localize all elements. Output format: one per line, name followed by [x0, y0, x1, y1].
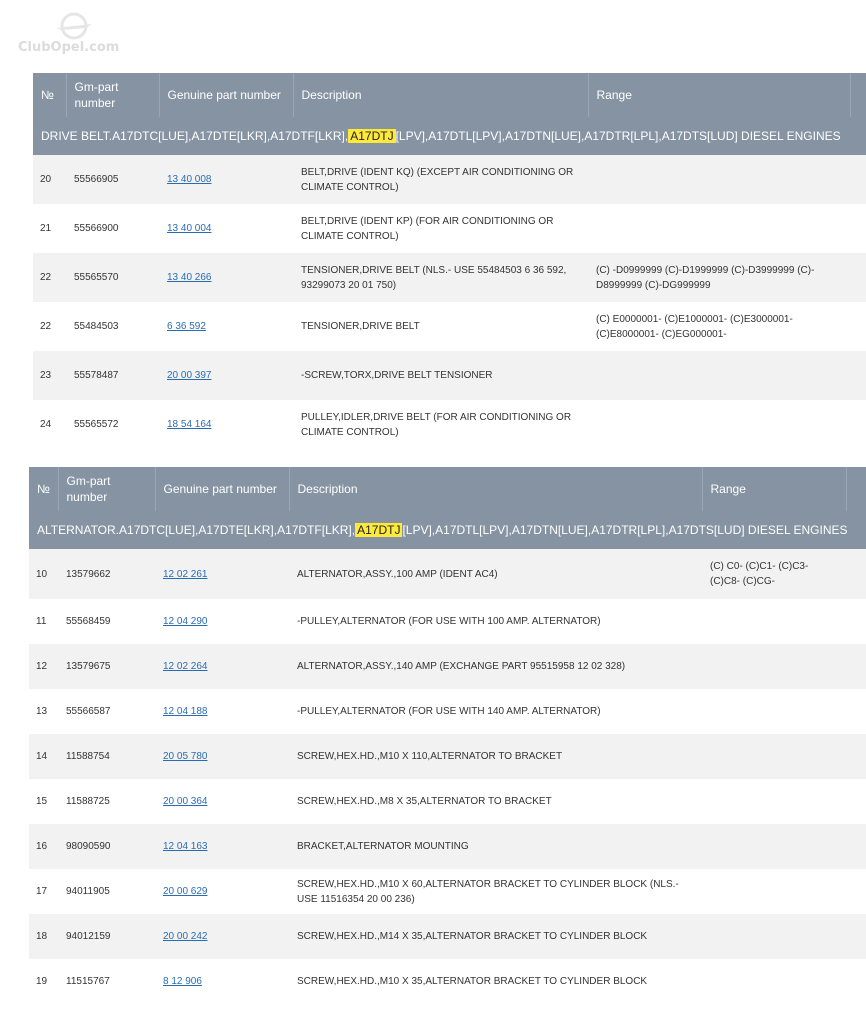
header-spacer [850, 73, 866, 117]
part-description: TENSIONER,DRIVE BELT [293, 302, 588, 351]
row-number: 10 [29, 549, 58, 599]
gm-part-number: 13579662 [58, 549, 155, 599]
table-row [33, 351, 866, 400]
table-row [29, 549, 866, 599]
section-row [33, 117, 866, 155]
row-number: 24 [33, 400, 66, 449]
gm-part-number: 55568459 [58, 599, 155, 644]
header-gm-part: Gm-part number [58, 467, 155, 511]
row-spacer [850, 351, 866, 400]
genuine-part-cell [155, 824, 289, 869]
genuine-part-link[interactable]: 12 04 290 [163, 616, 208, 627]
row-spacer [846, 959, 866, 1004]
genuine-part-cell [155, 549, 289, 599]
part-description: SCREW,HEX.HD.,M8 X 35,ALTERNATOR TO BRACKET [289, 779, 702, 824]
table-row [29, 869, 866, 914]
genuine-part-cell [155, 914, 289, 959]
row-spacer [846, 824, 866, 869]
parts-table-drive-belt [33, 73, 866, 449]
gm-part-number: 98090590 [58, 824, 155, 869]
table-row [29, 914, 866, 959]
part-range: (C) E0000001- (C)E1000001- (C)E3000001- (C)E8000001- (C)EG000001- [588, 302, 850, 351]
row-number: 23 [33, 351, 66, 400]
genuine-part-cell [159, 400, 293, 449]
header-range: Range [702, 467, 846, 511]
header-description: Description [293, 73, 588, 117]
gm-part-number: 11515767 [58, 959, 155, 1004]
gm-part-number: 11588754 [58, 734, 155, 779]
row-spacer [846, 914, 866, 959]
genuine-part-cell [155, 869, 289, 914]
genuine-part-cell [159, 351, 293, 400]
header-description: Description [289, 467, 702, 511]
genuine-part-cell [159, 302, 293, 351]
engine-highlight: A17DTJ [357, 523, 401, 537]
part-range [702, 914, 846, 959]
row-spacer [846, 779, 866, 824]
table-row [33, 400, 866, 449]
header-no: № [33, 73, 66, 117]
gm-part-number: 11588725 [58, 779, 155, 824]
table-row [29, 644, 866, 689]
table-row [33, 253, 866, 302]
genuine-part-cell [159, 155, 293, 204]
genuine-part-cell [159, 253, 293, 302]
part-range: (C) C0- (C)C1- (C)C3- (C)C8- (C)CG- [702, 549, 846, 599]
table-row [29, 734, 866, 779]
parts-table-alternator [29, 467, 866, 1004]
row-number: 14 [29, 734, 58, 779]
part-range [588, 351, 850, 400]
table-row [29, 824, 866, 869]
part-description: BELT,DRIVE (IDENT KQ) (EXCEPT AIR CONDITIONING OR CLIMATE CONTROL) [293, 155, 588, 204]
part-range [702, 824, 846, 869]
part-range [702, 869, 846, 914]
table-row [33, 204, 866, 253]
part-description: SCREW,HEX.HD.,M14 X 35,ALTERNATOR BRACKET TO CYLINDER BLOCK [289, 914, 702, 959]
genuine-part-cell [155, 959, 289, 1004]
part-description: -PULLEY,ALTERNATOR (FOR USE WITH 100 AMP. ALTERNATOR) [289, 599, 702, 644]
gm-part-number: 55565572 [66, 400, 159, 449]
gm-part-number: 55565570 [66, 253, 159, 302]
table-header-row [33, 73, 866, 117]
part-range [702, 689, 846, 734]
genuine-part-cell [159, 204, 293, 253]
genuine-part-link[interactable]: 18 54 164 [167, 419, 212, 430]
section-row [29, 511, 866, 549]
part-description: BELT,DRIVE (IDENT KP) (FOR AIR CONDITIONING OR CLIMATE CONTROL) [293, 204, 588, 253]
table-header-row [29, 467, 866, 511]
engine-highlight: A17DTJ [350, 129, 394, 143]
genuine-part-link[interactable]: 12 04 188 [163, 706, 208, 717]
gm-part-number: 55484503 [66, 302, 159, 351]
gm-part-number: 55578487 [66, 351, 159, 400]
row-spacer [850, 400, 866, 449]
genuine-part-link[interactable]: 20 00 364 [163, 796, 208, 807]
header-gm-part: Gm-part number [66, 73, 159, 117]
part-description: PULLEY,IDLER,DRIVE BELT (FOR AIR CONDITIONING OR CLIMATE CONTROL) [293, 400, 588, 449]
part-description: SCREW,HEX.HD.,M10 X 35,ALTERNATOR BRACKET TO CYLINDER BLOCK [289, 959, 702, 1004]
row-spacer [850, 204, 866, 253]
genuine-part-link[interactable]: 20 00 242 [163, 931, 208, 942]
row-number: 12 [29, 644, 58, 689]
genuine-part-cell [155, 644, 289, 689]
part-range [702, 644, 846, 689]
part-description: -PULLEY,ALTERNATOR (FOR USE WITH 140 AMP. ALTERNATOR) [289, 689, 702, 734]
section-title: DRIVE BELT.A17DTC[LUE],A17DTE[LKR],A17DTF[LKR], A17DTJ [LPV],A17DTL[LPV],A17DTN[LUE],A17DTR[LPL],A17DTS[LUD] DIESEL ENGINES [33, 117, 866, 155]
genuine-part-link[interactable]: 12 02 264 [163, 661, 208, 672]
genuine-part-cell [155, 779, 289, 824]
header-genuine-part: Genuine part number [159, 73, 293, 117]
genuine-part-link[interactable]: 20 05 780 [163, 751, 208, 762]
genuine-part-link[interactable]: 8 12 906 [163, 976, 202, 987]
header-range: Range [588, 73, 850, 117]
table-row [29, 599, 866, 644]
genuine-part-link[interactable]: 13 40 266 [167, 272, 212, 283]
genuine-part-link[interactable]: 6 36 592 [167, 321, 206, 332]
row-spacer [846, 869, 866, 914]
table-row [29, 959, 866, 1004]
part-description: SCREW,HEX.HD.,M10 X 110,ALTERNATOR TO BRACKET [289, 734, 702, 779]
part-description: BRACKET,ALTERNATOR MOUNTING [289, 824, 702, 869]
gm-part-number: 55566900 [66, 204, 159, 253]
part-description: ALTERNATOR,ASSY.,140 AMP (EXCHANGE PART 95515958 12 02 328) [289, 644, 702, 689]
header-genuine-part: Genuine part number [155, 467, 289, 511]
table-row [33, 302, 866, 351]
part-description: ALTERNATOR,ASSY.,100 AMP (IDENT AC4) [289, 549, 702, 599]
row-spacer [850, 253, 866, 302]
part-range [702, 734, 846, 779]
gm-part-number: 94011905 [58, 869, 155, 914]
gm-part-number: 55566905 [66, 155, 159, 204]
row-spacer [850, 155, 866, 204]
row-number: 11 [29, 599, 58, 644]
part-range [588, 400, 850, 449]
header-no: № [29, 467, 58, 511]
row-spacer [850, 302, 866, 351]
part-range [702, 959, 846, 1004]
part-description: -SCREW,TORX,DRIVE BELT TENSIONER [293, 351, 588, 400]
row-number: 21 [33, 204, 66, 253]
genuine-part-link[interactable]: 20 00 397 [167, 370, 212, 381]
row-number: 16 [29, 824, 58, 869]
table-row [29, 689, 866, 734]
part-description: SCREW,HEX.HD.,M10 X 60,ALTERNATOR BRACKET TO CYLINDER BLOCK (NLS.- USE 11516354 20 00 236) [289, 869, 702, 914]
gm-part-number: 55566587 [58, 689, 155, 734]
genuine-part-link[interactable]: 13 40 008 [167, 174, 212, 185]
genuine-part-cell [155, 599, 289, 644]
genuine-part-cell [155, 734, 289, 779]
logo-text: ClubOpel.com [18, 40, 120, 55]
row-number: 22 [33, 302, 66, 351]
row-spacer [846, 734, 866, 779]
genuine-part-link[interactable]: 20 00 629 [163, 886, 208, 897]
genuine-part-link[interactable]: 12 02 261 [163, 568, 208, 580]
part-description: TENSIONER,DRIVE BELT (NLS.- USE 55484503 6 36 592, 93299073 20 01 750) [293, 253, 588, 302]
gm-part-number: 94012159 [58, 914, 155, 959]
part-range [702, 779, 846, 824]
gm-part-number: 13579675 [58, 644, 155, 689]
header-spacer [846, 467, 866, 511]
table-row [29, 779, 866, 824]
row-number: 18 [29, 914, 58, 959]
row-spacer [846, 644, 866, 689]
part-range [588, 204, 850, 253]
genuine-part-cell [155, 689, 289, 734]
row-spacer [846, 599, 866, 644]
genuine-part-link[interactable]: 13 40 004 [167, 223, 212, 234]
row-number: 15 [29, 779, 58, 824]
row-number: 20 [33, 155, 66, 204]
row-number: 13 [29, 689, 58, 734]
row-number: 19 [29, 959, 58, 1004]
table-row [33, 155, 866, 204]
row-number: 17 [29, 869, 58, 914]
part-range: (C) -D0999999 (C)-D1999999 (C)-D3999999 (C)-D8999999 (C)-DG999999 [588, 253, 850, 302]
row-number: 22 [33, 253, 66, 302]
site-logo [18, 10, 118, 58]
part-range [588, 155, 850, 204]
section-title: ALTERNATOR.A17DTC[LUE],A17DTE[LKR],A17DTF[LKR], A17DTJ [LPV],A17DTL[LPV],A17DTN[LUE],A17DTR[LPL],A17DTS[LUD] DIESEL ENGINES [29, 511, 866, 549]
row-spacer [846, 549, 866, 599]
genuine-part-link[interactable]: 12 04 163 [163, 841, 208, 852]
row-spacer [846, 689, 866, 734]
part-range [702, 599, 846, 644]
